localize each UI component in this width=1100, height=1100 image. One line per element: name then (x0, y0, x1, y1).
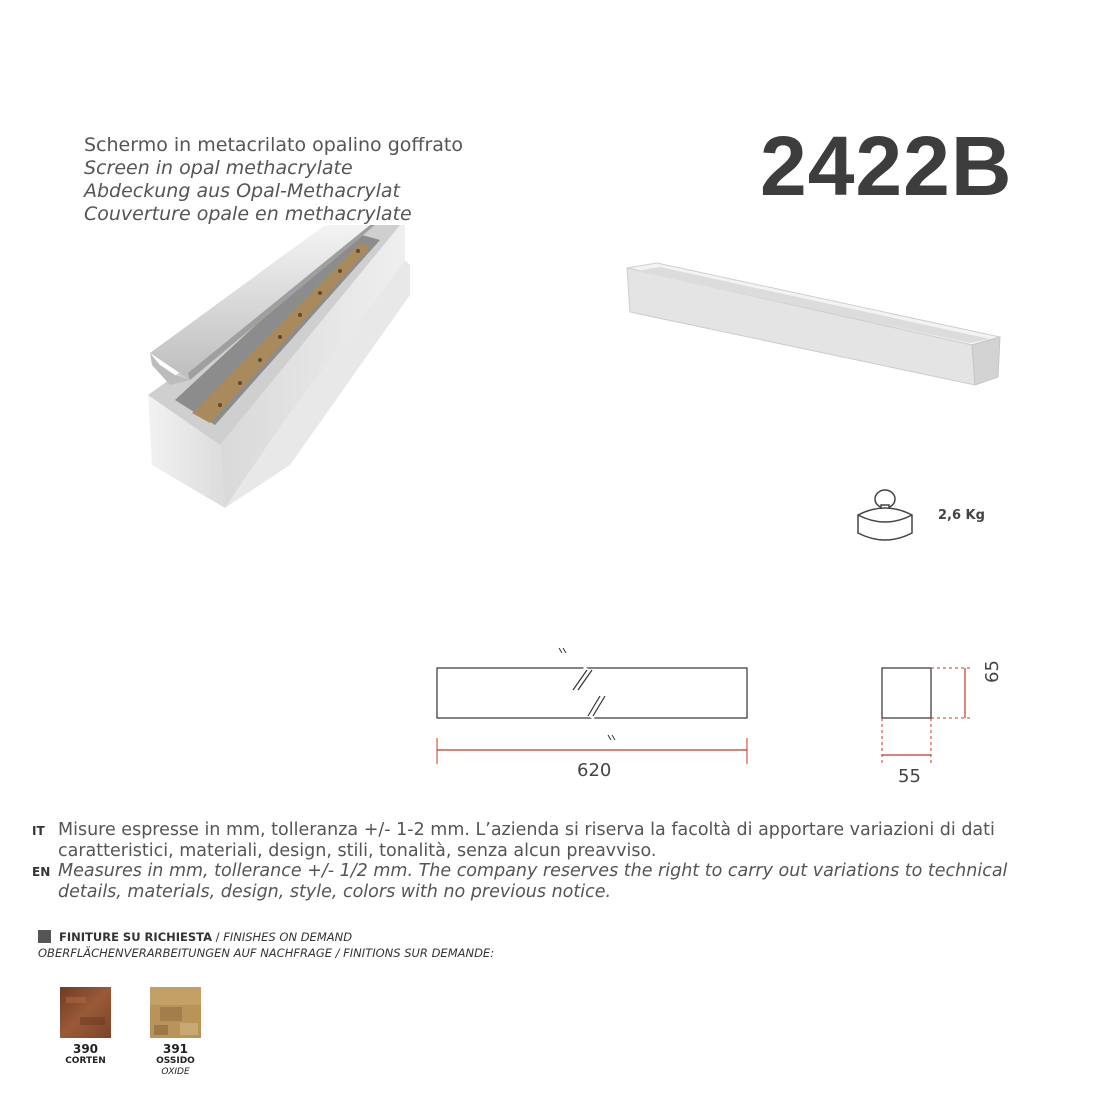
product-code: 2422B (760, 119, 1013, 213)
section-view-drawing (870, 655, 980, 765)
height-label: 65 (982, 660, 1003, 683)
description-it: Schermo in metacrilato opalino goffrato (84, 134, 464, 156)
finishes-heading-it: FINITURE SU RICHIESTA (59, 930, 213, 944)
corten-swatch (60, 987, 111, 1038)
finish-name: CORTEN (65, 1056, 106, 1066)
finish-swatch-390[interactable] (60, 987, 111, 1067)
description-block (84, 134, 463, 226)
weight-value: 2,6 Kg (938, 508, 985, 523)
finishes-heading-sep: / (212, 930, 224, 944)
finish-code: 390 (72, 1042, 99, 1056)
side-view-drawing (425, 640, 765, 765)
description-de: Abdeckung aus Opal-Methacrylat (84, 180, 400, 202)
product-full-image (620, 255, 1005, 410)
note-en-line2: details, materials, design, style, colors with no previous notice. (58, 882, 612, 902)
lang-tag-it: IT (32, 824, 45, 838)
finish-swatch-391[interactable] (150, 987, 201, 1077)
note-en-line1: Measures in mm, tollerance +/- 1/2 mm. The company reserves the right to carry out variations to technical (58, 861, 1008, 881)
weight-icon (855, 483, 915, 543)
finishes-heading (38, 929, 494, 961)
notes-block (32, 820, 1082, 902)
width-label: 55 (898, 766, 921, 787)
length-label: 620 (577, 760, 612, 781)
finish-code: 391 (162, 1042, 189, 1056)
finishes-heading-line2: OBERFLÄCHENVERARBEITUNGEN AUF NACHFRAGE / FINITIONS SUR DEMANDE: (38, 946, 495, 960)
finish-name-en: OXIDE (161, 1067, 190, 1077)
finish-name: OSSIDO (156, 1056, 195, 1066)
profile-detail-image (130, 225, 430, 525)
bullet-square-icon (38, 930, 51, 943)
lang-tag-en: EN (32, 865, 51, 879)
description-en: Screen in opal methacrylate (84, 157, 353, 179)
note-it-line2: caratteristici, materiali, design, stili, tonalità, senza alcun preavviso. (58, 841, 657, 861)
note-it-line1: Misure espresse in mm, tolleranza +/- 1-2 mm. L’azienda si riserva la facoltà di apportare variazioni di dati (58, 820, 995, 840)
description-fr: Couverture opale en methacrylate (84, 203, 412, 225)
finishes-heading-en: FINISHES ON DEMAND (223, 930, 353, 944)
oxide-swatch (150, 987, 201, 1038)
